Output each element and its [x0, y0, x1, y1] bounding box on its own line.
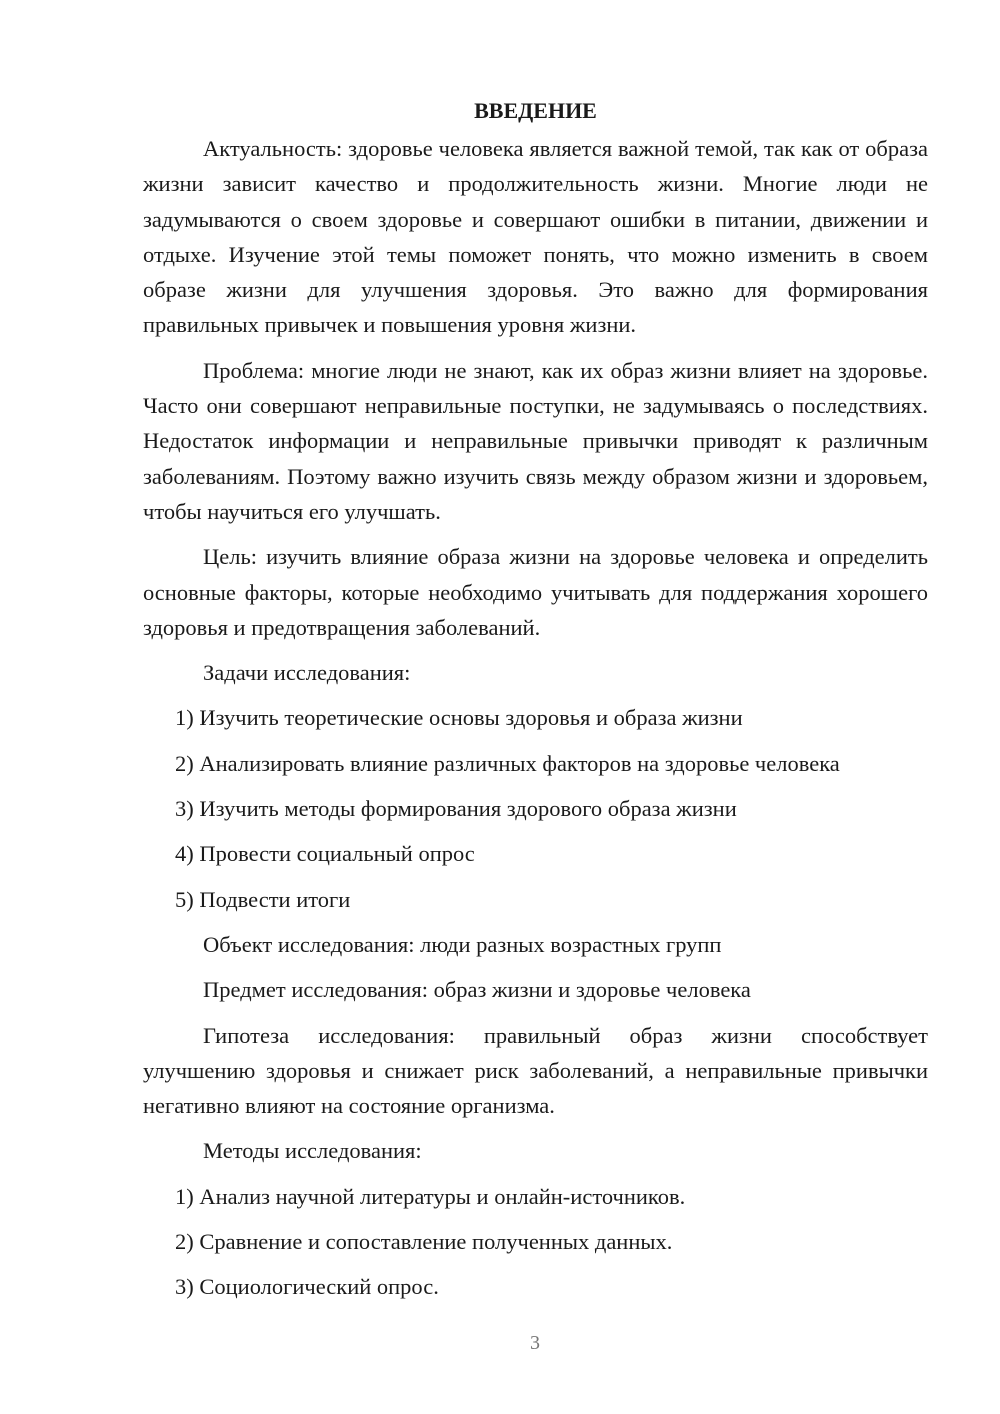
methods-heading: Методы исследования:: [203, 1138, 422, 1164]
task-item-2: 2) Анализировать влияние различных факторов на здоровье человека: [175, 750, 840, 776]
paragraph-problem: Проблема: многие люди не знают, как их образ жизни влияет на здоровье. Часто они совершают неправильные поступки, не задумываясь о последствиях. Недостаток информации и неправильные привычки приводят к различным заболеваниям. Поэтому важно изучить связь между образом жизни и здоровьем, чтобы научиться его улучшать.: [143, 357, 928, 524]
method-item-1: 1) Анализ научной литературы и онлайн-источников.: [175, 1183, 686, 1209]
document-page: [143, 96, 928, 1315]
method-item-3: 3) Социологический опрос.: [175, 1274, 439, 1300]
paragraph-relevance: Актуальность: здоровье человека является важной темой, так как от образа жизни зависит качество и продолжительность жизни. Многие люди не задумываются о своем здоровье и совершают ошибки в питании, движении и отдыхе. Изучение этой темы поможет понять, что можно изменить в своем образе жизни для улучшения здоровья. Это важно для формирования правильных привычек и повышения уровня жизни.: [143, 136, 928, 338]
task-item-4: 4) Провести социальный опрос: [175, 841, 475, 867]
page-number: 3: [530, 1332, 540, 1354]
research-subject: Предмет исследования: образ жизни и здоровье человека: [203, 977, 751, 1003]
tasks-heading: Задачи исследования:: [203, 660, 411, 686]
method-item-2: 2) Сравнение и сопоставление полученных данных.: [175, 1229, 673, 1255]
paragraph-hypothesis: Гипотеза исследования: правильный образ жизни способствует улучшению здоровья и снижает риск заболеваний, а неправильные привычки негативно влияют на состояние организма.: [143, 1022, 928, 1119]
task-item-3: 3) Изучить методы формирования здорового образа жизни: [175, 796, 737, 822]
section-title: ВВЕДЕНИЕ: [474, 98, 597, 123]
paragraph-goal: Цель: изучить влияние образа жизни на здоровье человека и определить основные факторы, которые необходимо учитывать для поддержания хорошего здоровья и предотвращения заболеваний.: [143, 544, 928, 640]
research-object: Объект исследования: люди разных возрастных групп: [203, 931, 722, 957]
task-item-1: 1) Изучить теоретические основы здоровья и образа жизни: [175, 705, 743, 731]
task-item-5: 5) Подвести итоги: [175, 886, 351, 912]
